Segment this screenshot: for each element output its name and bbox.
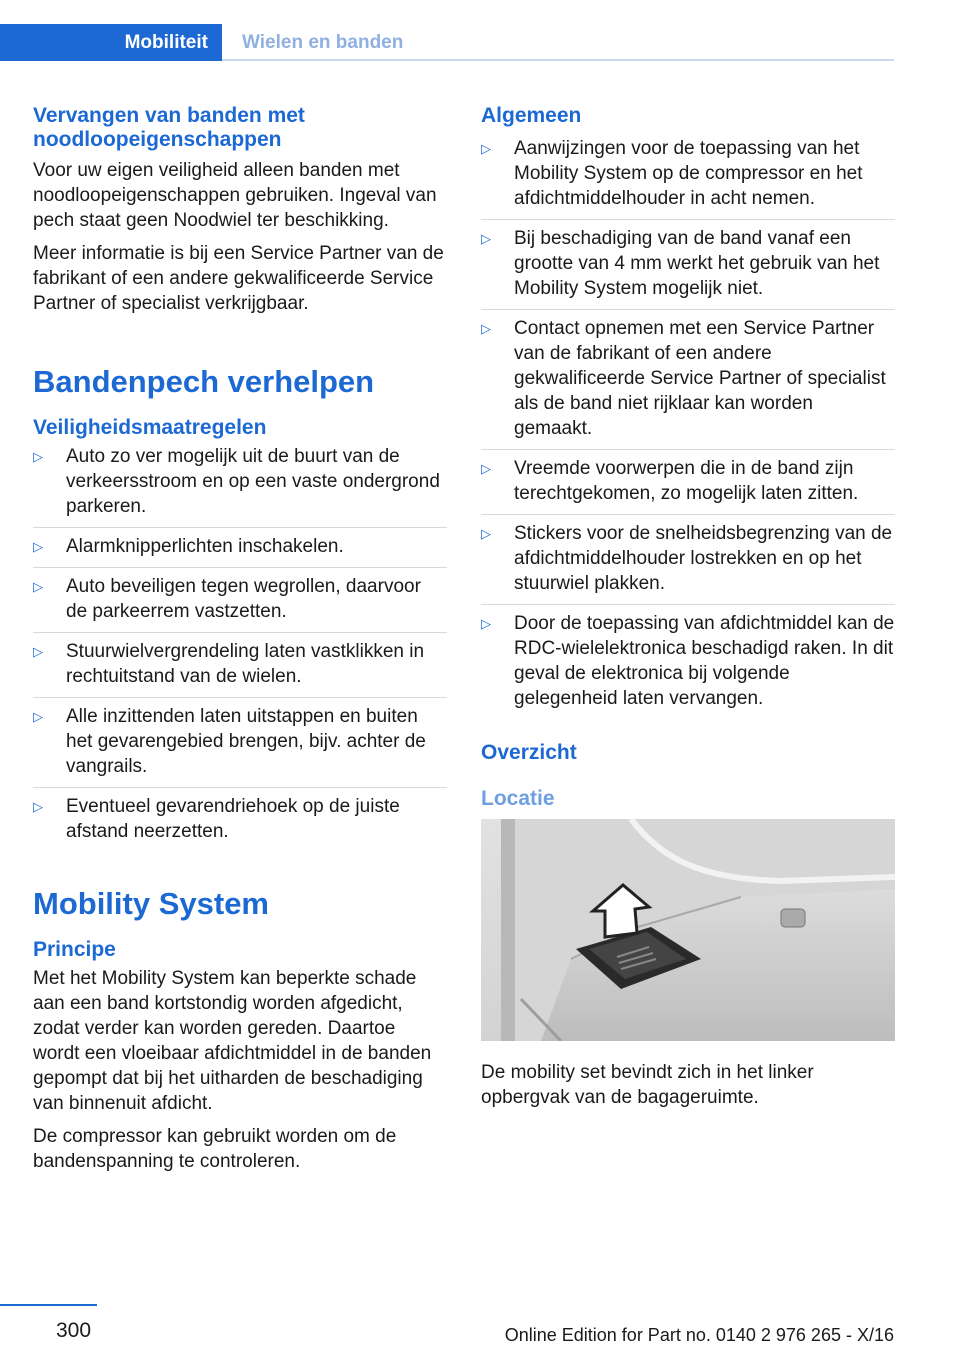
paragraph: Met het Mobility System kan beperkte schade aan een band kortstondig worden afgedicht, zodat verder kan worden gereden. Daartoe wordt een vloeibaar afdichtmiddel in de banden gepompt dat bij het uitharden de beschadiging van binnenuit afdicht. [33,968,432,1114]
left-column [33,104,447,1182]
triangle-right-icon: ▷ [33,709,43,724]
list-item: ▷ Eventueel gevarendriehoek op de juiste afstand neerzetten. [33,796,400,842]
paragraph: Meer informatie is bij een Service Partner van de fabrikant of een andere gekwalificeerde Service Partner of specialist verkrijgbaar. [33,243,444,314]
paragraph: De compressor kan gebruikt worden om de bandenspanning te controleren. [33,1126,397,1172]
list-item: ▷ Vreemde voorwerpen die in de band zijn terechtgekomen, zo mogelijk laten zitten. [481,456,895,515]
triangle-right-icon: ▷ [481,526,491,541]
triangle-right-icon: ▷ [481,141,491,156]
list-item: ▷ Stuurwielvergrendeling laten vastklikken in rechtuitstand van de wielen. [33,639,447,698]
page-number-rule [0,1304,97,1306]
list-item: ▷ Contact opnemen met een Service Partner van de fabrikant of een andere gekwalificeerde Service Partner of specialist als de band niet rijklaar kan worden gemaakt. [481,316,895,450]
section-title-principe: Principe [33,938,116,961]
heading-bandenpech: Bandenpech verhelpen [33,364,375,399]
list-item: ▷ Alarmknipperlichten inschakelen. [33,534,447,568]
header-divider [222,59,894,61]
triangle-right-icon: ▷ [481,231,491,246]
section-title-veiligheid: Veiligheidsmaatregelen [33,416,267,439]
list-item: ▷ Stickers voor de snelheidsbegrenzing van de afdichtmiddelhouder lostrekken en op het stuurwiel plakken. [481,521,895,605]
section-title-vervangen: Vervangen van banden met noodloopeigenschappen [33,104,305,151]
section-title-overzicht: Overzicht [481,741,577,764]
tab-mobiliteit: Mobiliteit [0,24,222,61]
section-title-algemeen: Algemeen [481,104,582,127]
tab-wielen-en-banden: Wielen en banden [242,31,404,53]
triangle-right-icon: ▷ [33,644,43,659]
triangle-right-icon: ▷ [33,579,43,594]
list-item: ▷ Bij beschadiging van de band vanaf een grootte van 4 mm werkt het gebruik van het Mobility System mogelijk niet. [481,226,895,310]
page-number: 300 [56,1319,92,1342]
list-item: ▷ Auto beveiligen tegen wegrollen, daarvoor de parkeerrem vastzetten. [33,574,447,633]
triangle-right-icon: ▷ [481,461,491,476]
header-tabs [0,24,403,61]
general-list [481,136,895,719]
list-item: ▷ Auto zo ver mogelijk uit de buurt van de verkeersstroom en op een vaste ondergrond parkeren. [33,444,447,528]
list-item: ▷ Alle inzittenden laten uitstappen en buiten het gevarengebied brengen, bijv. achter de vangrails. [33,704,447,788]
section-title-locatie: Locatie [481,787,555,810]
list-item: ▷ Aanwijzingen voor de toepassing van het Mobility System op de compressor en het afdichtmiddelhouder in acht nemen. [481,136,895,220]
paragraph: Voor uw eigen veiligheid alleen banden met noodloopeigenschappen gebruiken. Ingeval van pech staat geen Noodwiel ter beschikking. [33,160,437,231]
safety-list [33,444,447,852]
list-item: ▷ Door de toepassing van afdichtmiddel kan de RDC-wielelektronica beschadigd raken. In dit geval de elektronica bij volgende gelegenheid laten vervangen. [481,613,895,709]
heading-mobility-system: Mobility System [33,886,269,921]
paragraph: De mobility set bevindt zich in het linker opbergvak van de bagageruimte. [481,1062,814,1108]
triangle-right-icon: ▷ [33,449,43,464]
triangle-right-icon: ▷ [481,616,491,631]
edition-footer: Online Edition for Part no. 0140 2 976 265 - X/16 [504,1325,894,1345]
right-column [481,104,895,1118]
triangle-right-icon: ▷ [33,539,43,554]
triangle-right-icon: ▷ [33,799,43,814]
trunk-location-illustration [481,819,895,1041]
triangle-right-icon: ▷ [481,321,491,336]
